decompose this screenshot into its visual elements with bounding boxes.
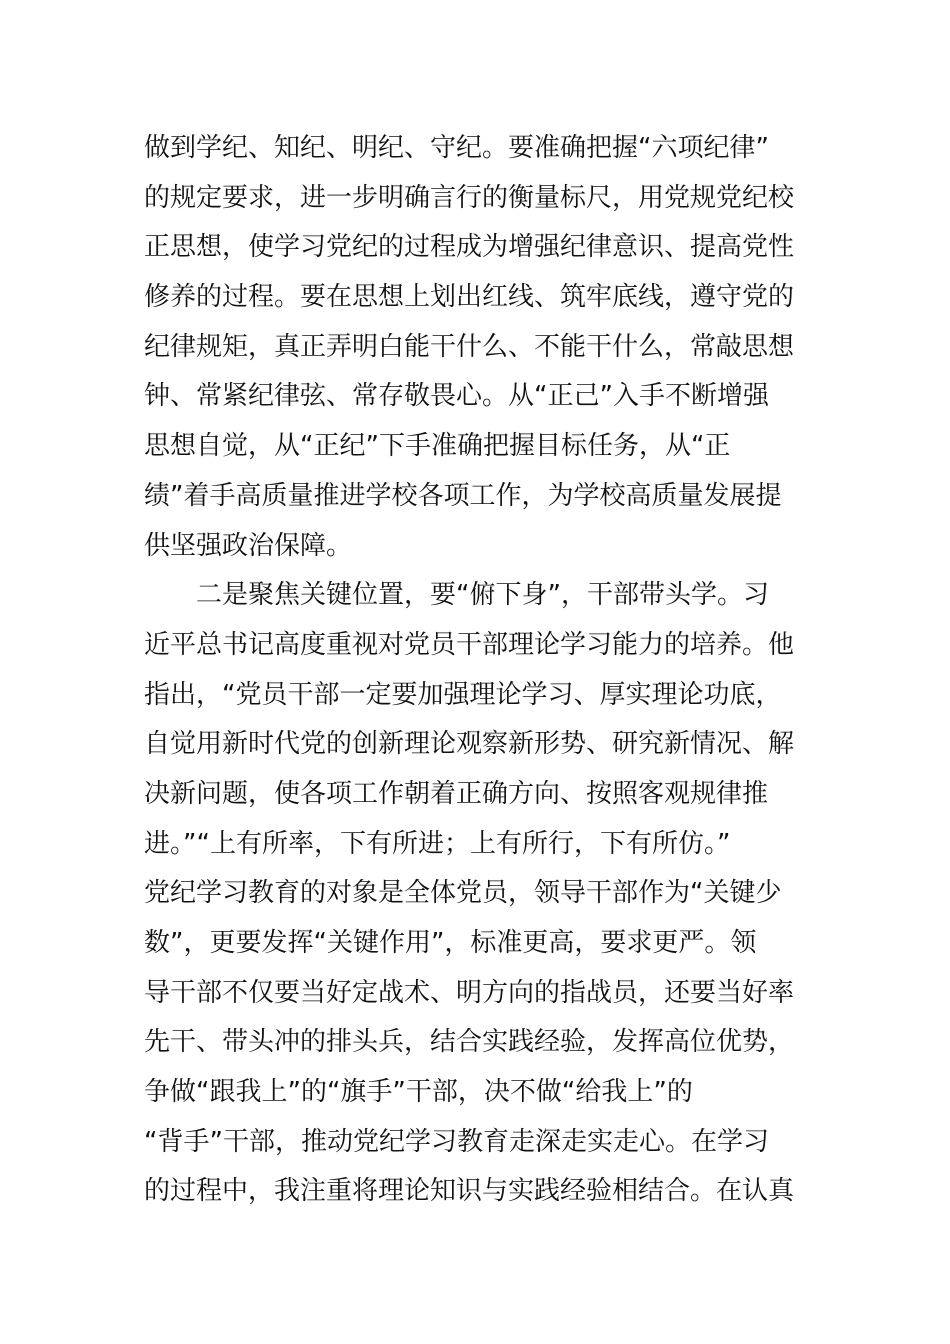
text-line: 指出，“党员干部一定要加强理论学习、厚实理论功底， — [144, 679, 782, 710]
text-line: 自觉用新时代党的创新理论观察新形势、研究新情况、解 — [144, 729, 795, 760]
text-line: 近平总书记高度重视对党员干部理论学习能力的培养。他 — [144, 629, 795, 660]
text-line: 正思想，使学习党纪的过程成为增强纪律意识、提高党性 — [144, 232, 795, 263]
text-line: 先干、带头冲的排头兵，结合实践经验，发挥高位优势， — [144, 1027, 795, 1058]
text-line: 的过程中，我注重将理论知识与实践经验相结合。在认真 — [144, 1176, 795, 1207]
text-line: 修养的过程。要在思想上划出红线、筑牢底线，遵守党的 — [144, 282, 795, 313]
text-line: 钟、常紧纪律弦、常存敬畏心。从“正己”入手不断增强 — [144, 381, 769, 412]
text-line: 绩”着手高质量推进学校各项工作，为学校高质量发展提 — [144, 480, 782, 511]
text-line: 党纪学习教育的对象是全体党员，领导干部作为“关键少 — [144, 878, 782, 909]
text-line: 的规定要求，进一步明确言行的衡量标尺，用党规党纪校 — [144, 182, 795, 213]
text-line: 供坚强政治保障。 — [144, 530, 353, 561]
text-line: 数”，更要发挥“关键作用”，标准更高，要求更严。领 — [144, 928, 757, 958]
text-line: 思想自觉，从“正纪”下手准确把握目标任务，从“正 — [144, 431, 731, 462]
text-line: 做到学纪、知纪、明纪、守纪。要准确把握“六项纪律” — [144, 133, 769, 163]
text-line: 纪律规矩，真正弄明白能干什么、不能干什么，常敲思想 — [144, 331, 795, 362]
text-line: 二是聚焦关键位置，要“俯下身”，干部带头学。习 — [196, 580, 769, 611]
text-line: 进。”“上有所率，下有所进；上有所行，下有所仿。” — [144, 828, 731, 859]
body-text — [144, 124, 804, 1217]
text-line: 决新问题，使各项工作朝着正确方向、按照客观规律推 — [144, 778, 769, 809]
text-line: 争做“跟我上”的“旗手”干部，决不做“给我上”的 — [144, 1077, 693, 1108]
text-line: “背手”干部，推动党纪学习教育走深走实走心。在学习 — [144, 1126, 769, 1157]
text-line: 导干部不仅要当好定战术、明方向的指战员，还要当好率 — [144, 977, 795, 1008]
